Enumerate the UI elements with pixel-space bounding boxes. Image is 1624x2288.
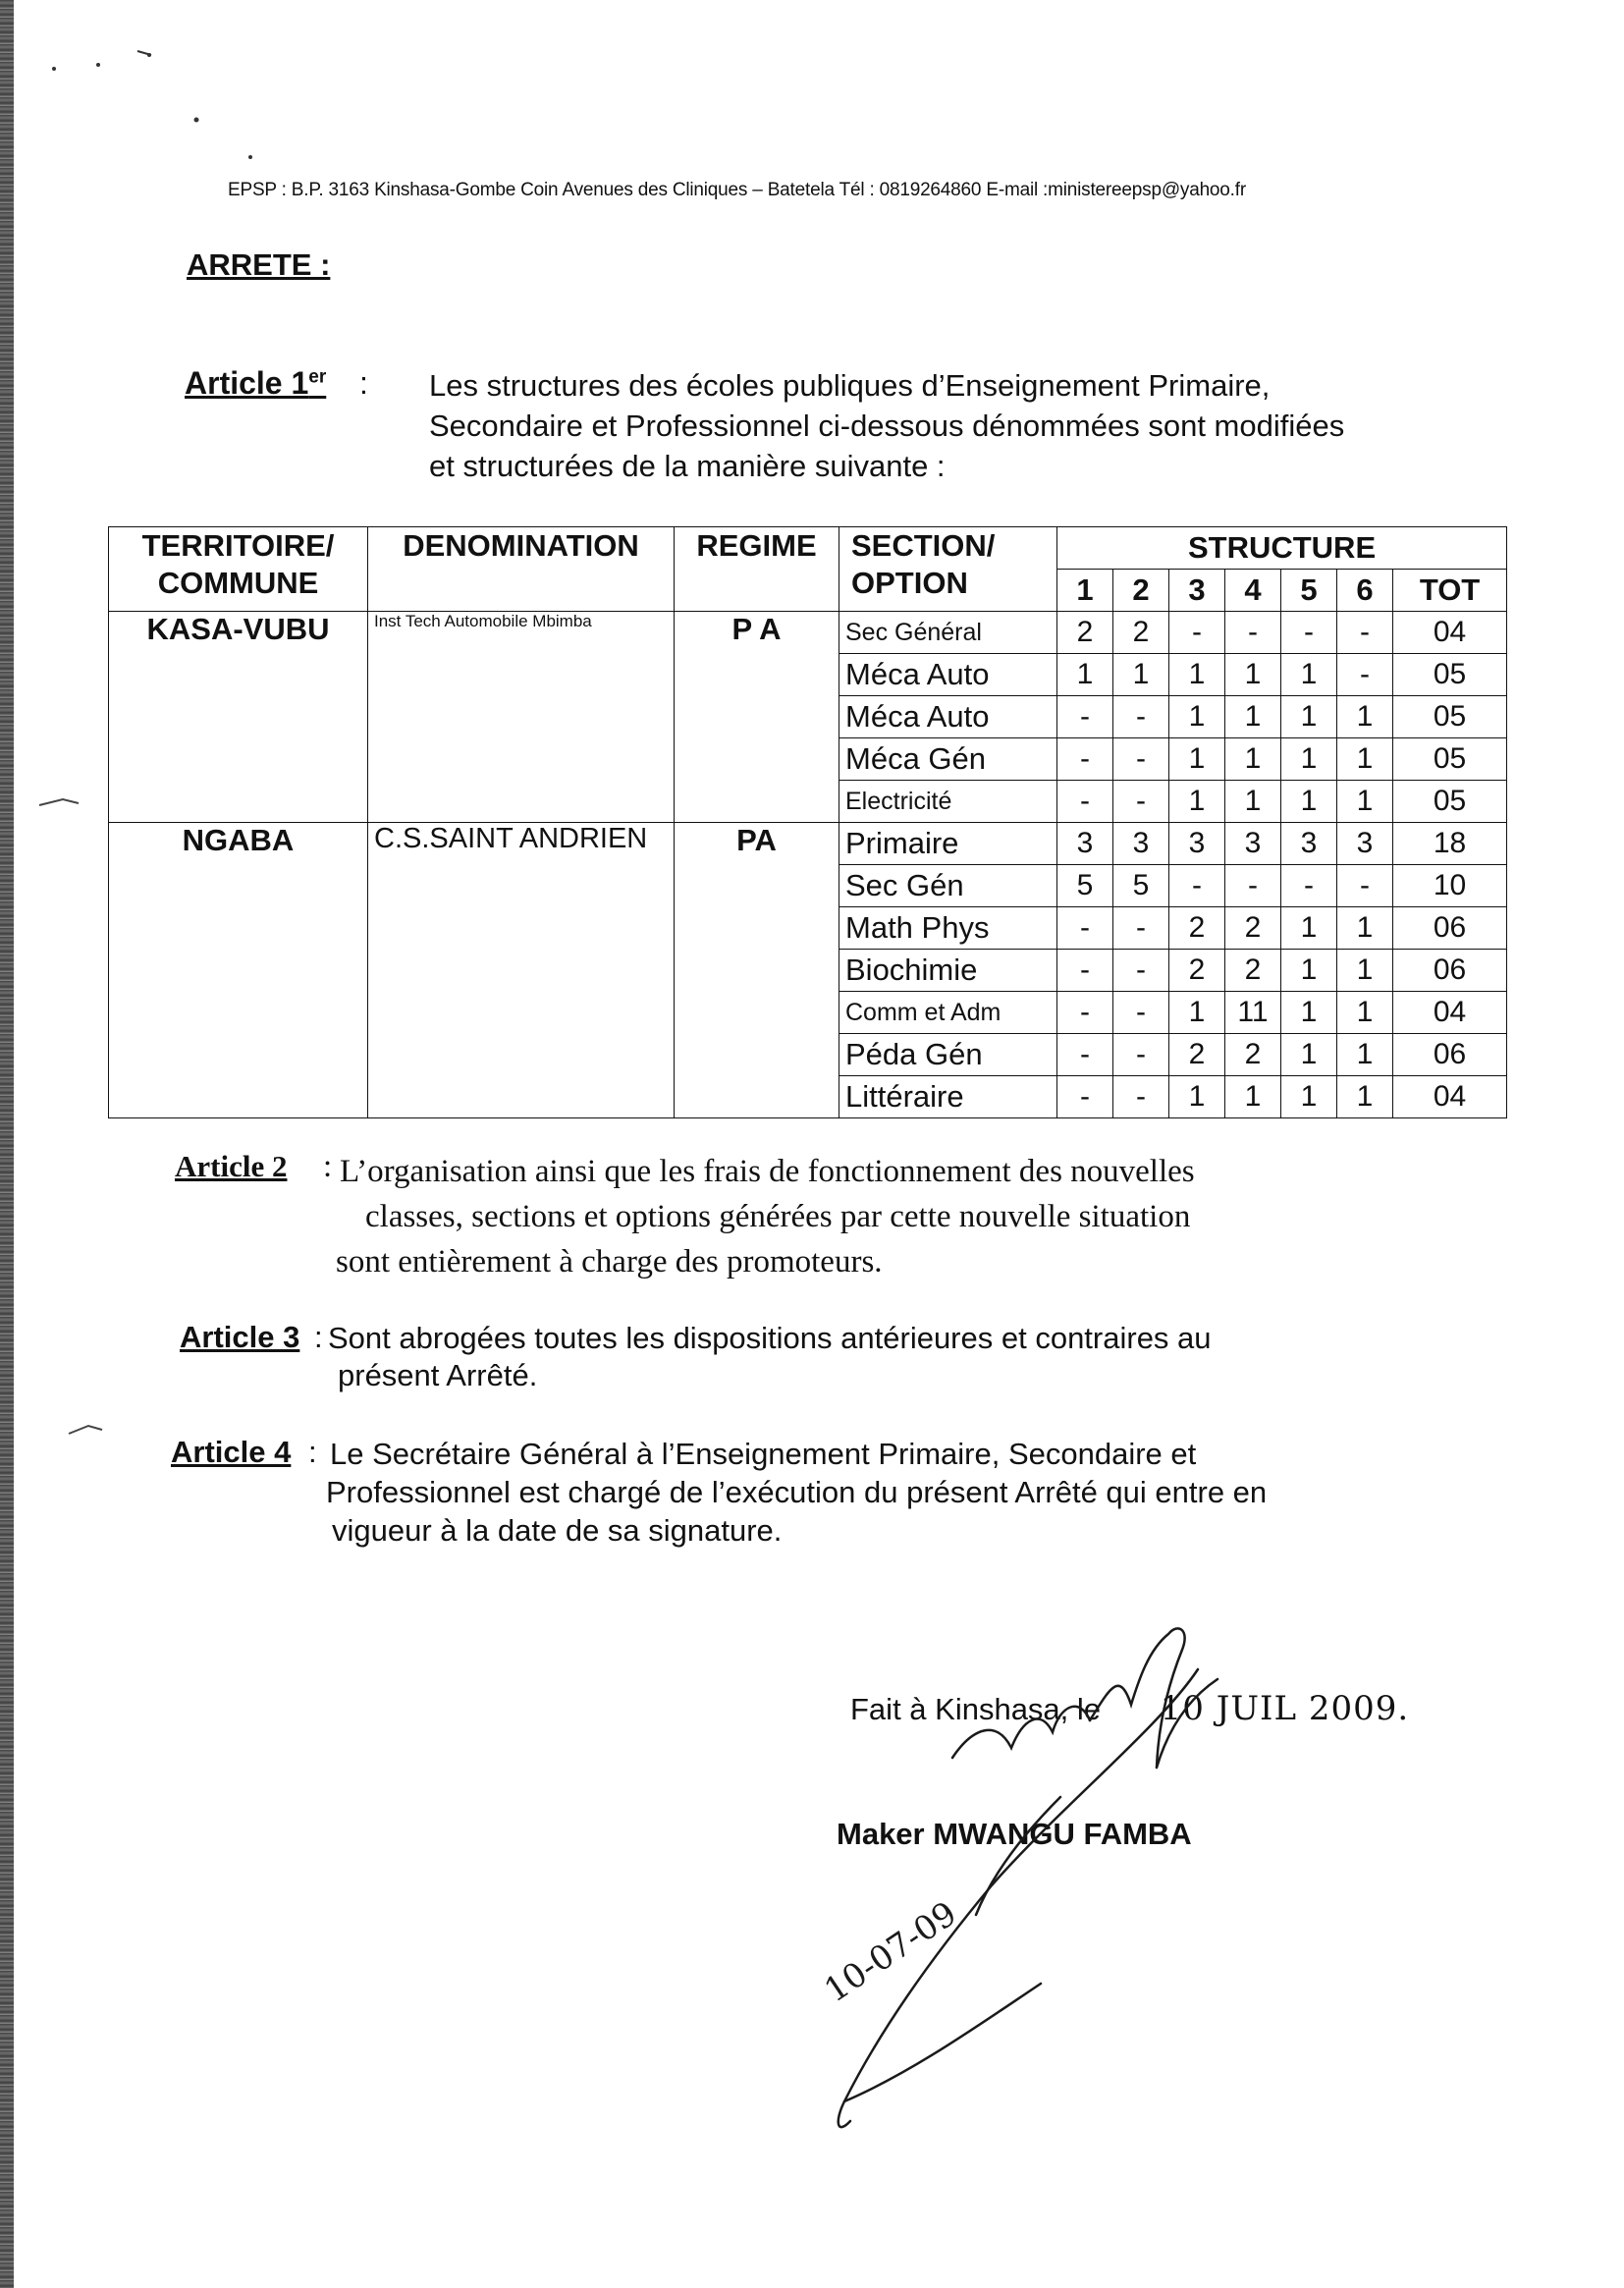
page-title: ARRETE : xyxy=(187,247,331,282)
cell-tot: 05 xyxy=(1393,738,1507,781)
cell-tot: 04 xyxy=(1393,612,1507,654)
cell-year-4: - xyxy=(1225,612,1281,654)
cell-section: Méca Auto xyxy=(839,654,1057,696)
cell-tot: 10 xyxy=(1393,865,1507,907)
cell-year-5: 1 xyxy=(1281,1076,1337,1118)
header-section-line: SECTION/ xyxy=(851,528,996,563)
cell-year-3: - xyxy=(1169,865,1225,907)
cell-year-4: 1 xyxy=(1225,696,1281,738)
cell-section: Comm et Adm xyxy=(839,992,1057,1034)
header-year: 6 xyxy=(1337,570,1393,612)
article1-line: Secondaire et Professionnel ci-dessous dénommées sont modifiées xyxy=(429,409,1345,443)
cell-year-6: 1 xyxy=(1337,696,1393,738)
article4-label: Article 4 xyxy=(171,1435,292,1469)
cell-year-3: 2 xyxy=(1169,907,1225,950)
article1-line: Les structures des écoles publiques d’Enseignement Primaire, xyxy=(429,368,1271,403)
signatory-name: Maker MWANGU FAMBA xyxy=(837,1817,1192,1851)
cell-year-2: - xyxy=(1113,992,1169,1034)
cell-year-4: 1 xyxy=(1225,1076,1281,1118)
header-year: 4 xyxy=(1225,570,1281,612)
place-date-text: Fait à Kinshasa, le xyxy=(850,1692,1102,1726)
cell-year-6: 1 xyxy=(1337,907,1393,950)
cell-year-5: 1 xyxy=(1281,781,1337,823)
cell-year-3: 1 xyxy=(1169,738,1225,781)
cell-year-3: 2 xyxy=(1169,950,1225,992)
cell-year-1: 2 xyxy=(1057,612,1113,654)
margin-marks xyxy=(0,786,137,1473)
cell-year-4: 1 xyxy=(1225,781,1281,823)
article1-label: Article 1er xyxy=(185,365,327,401)
cell-year-5: 1 xyxy=(1281,992,1337,1034)
cell-year-3: 1 xyxy=(1169,696,1225,738)
cell-year-2: - xyxy=(1113,1076,1169,1118)
cell-year-4: 2 xyxy=(1225,1034,1281,1076)
header-territoire-line: TERRITOIRE/ xyxy=(141,528,335,563)
header-section-line: OPTION xyxy=(851,566,968,600)
cell-section: Electricité xyxy=(839,781,1057,823)
structure-table xyxy=(108,526,1507,1118)
cell-year-4: 1 xyxy=(1225,738,1281,781)
cell-year-2: 5 xyxy=(1113,865,1169,907)
cell-year-1: - xyxy=(1057,1034,1113,1076)
article2-text xyxy=(336,1149,1195,1284)
table-row xyxy=(109,612,1507,654)
cell-year-5: 1 xyxy=(1281,907,1337,950)
cell-year-4: 1 xyxy=(1225,654,1281,696)
header-section xyxy=(839,527,1057,612)
article2-line: L’organisation ainsi que les frais de fonctionnement des nouvelles xyxy=(340,1154,1195,1189)
cell-year-6: 1 xyxy=(1337,1076,1393,1118)
cell-year-2: - xyxy=(1113,907,1169,950)
cell-year-5: 1 xyxy=(1281,1034,1337,1076)
cell-section: Primaire xyxy=(839,823,1057,865)
cell-year-6: - xyxy=(1337,865,1393,907)
cell-section: Littéraire xyxy=(839,1076,1057,1118)
header-territoire xyxy=(109,527,368,612)
cell-year-2: - xyxy=(1113,950,1169,992)
cell-year-6: - xyxy=(1337,654,1393,696)
article4-line: Professionnel est chargé de l’exécution du présent Arrêté qui entre en xyxy=(326,1475,1268,1509)
cell-year-1: - xyxy=(1057,738,1113,781)
cell-year-2: - xyxy=(1113,738,1169,781)
handwritten-date: 10-07-09 xyxy=(817,1893,964,2011)
cell-section: Péda Gén xyxy=(839,1034,1057,1076)
article4-colon: : xyxy=(308,1435,317,1469)
cell-year-1: - xyxy=(1057,696,1113,738)
cell-year-3: 1 xyxy=(1169,992,1225,1034)
cell-year-6: 1 xyxy=(1337,781,1393,823)
cell-year-5: - xyxy=(1281,865,1337,907)
cell-year-4: - xyxy=(1225,865,1281,907)
cell-year-4: 2 xyxy=(1225,907,1281,950)
article3-label: Article 3 xyxy=(180,1320,300,1354)
article1-text xyxy=(429,365,1440,486)
cell-year-5: 1 xyxy=(1281,654,1337,696)
cell-section: Méca Auto xyxy=(839,696,1057,738)
cell-year-5: - xyxy=(1281,612,1337,654)
cell-regime: PA xyxy=(675,823,839,1118)
cell-year-2: - xyxy=(1113,781,1169,823)
cell-year-6: 1 xyxy=(1337,738,1393,781)
cell-year-3: 3 xyxy=(1169,823,1225,865)
cell-year-1: 5 xyxy=(1057,865,1113,907)
cell-section: Biochimie xyxy=(839,950,1057,992)
cell-year-6: 1 xyxy=(1337,1034,1393,1076)
cell-year-2: 3 xyxy=(1113,823,1169,865)
cell-year-5: 1 xyxy=(1281,696,1337,738)
table-row xyxy=(109,823,1507,865)
structure-table-body xyxy=(109,612,1507,1118)
cell-year-6: 1 xyxy=(1337,992,1393,1034)
cell-section: Sec Général xyxy=(839,612,1057,654)
cell-year-1: - xyxy=(1057,950,1113,992)
cell-year-6: 1 xyxy=(1337,950,1393,992)
cell-commune: NGABA xyxy=(109,823,368,1118)
header-year: 2 xyxy=(1113,570,1169,612)
cell-year-4: 11 xyxy=(1225,992,1281,1034)
cell-year-2: 1 xyxy=(1113,654,1169,696)
cell-year-4: 3 xyxy=(1225,823,1281,865)
cell-denomination: Inst Tech Automobile Mbimba xyxy=(368,612,675,823)
cell-year-6: - xyxy=(1337,612,1393,654)
cell-year-3: 2 xyxy=(1169,1034,1225,1076)
handwritten-signature xyxy=(766,1610,1453,2160)
cell-year-2: - xyxy=(1113,696,1169,738)
scan-specks xyxy=(0,0,295,196)
article2-label: Article 2 xyxy=(175,1149,288,1183)
cell-section: Sec Gén xyxy=(839,865,1057,907)
header-denomination: DENOMINATION xyxy=(368,527,675,612)
cell-year-3: - xyxy=(1169,612,1225,654)
cell-tot: 04 xyxy=(1393,992,1507,1034)
article3-text xyxy=(328,1320,1212,1394)
article3-line: Sont abrogées toutes les dispositions antérieures et contraires au xyxy=(328,1321,1212,1355)
cell-year-6: 3 xyxy=(1337,823,1393,865)
cell-tot: 06 xyxy=(1393,950,1507,992)
contact-header: EPSP : B.P. 3163 Kinshasa-Gombe Coin Avenues des Cliniques – Batetela Tél : 0819264860 E-mail :ministereepsp@yahoo.fr xyxy=(228,180,1246,200)
header-year: 5 xyxy=(1281,570,1337,612)
header-year: 3 xyxy=(1169,570,1225,612)
cell-year-4: 2 xyxy=(1225,950,1281,992)
cell-section: Méca Gén xyxy=(839,738,1057,781)
cell-year-3: 1 xyxy=(1169,654,1225,696)
article2-colon: : xyxy=(323,1149,333,1184)
article1-line: et structurées de la manière suivante : xyxy=(429,449,946,483)
cell-tot: 18 xyxy=(1393,823,1507,865)
article2-line: classes, sections et options générées par cette nouvelle situation xyxy=(365,1199,1191,1234)
cell-tot: 05 xyxy=(1393,654,1507,696)
cell-year-5: 3 xyxy=(1281,823,1337,865)
cell-year-2: 2 xyxy=(1113,612,1169,654)
cell-year-1: - xyxy=(1057,992,1113,1034)
cell-section: Math Phys xyxy=(839,907,1057,950)
cell-year-1: - xyxy=(1057,1076,1113,1118)
header-tot: TOT xyxy=(1393,570,1507,612)
cell-year-1: - xyxy=(1057,907,1113,950)
date-stamp: 10 JUIL 2009. xyxy=(1160,1689,1410,1728)
cell-year-5: 1 xyxy=(1281,738,1337,781)
cell-tot: 06 xyxy=(1393,907,1507,950)
header-regime: REGIME xyxy=(675,527,839,612)
cell-year-1: 3 xyxy=(1057,823,1113,865)
cell-year-1: - xyxy=(1057,781,1113,823)
cell-commune: KASA-VUBU xyxy=(109,612,368,823)
article2-line: sont entièrement à charge des promoteurs. xyxy=(336,1244,883,1280)
cell-regime: P A xyxy=(675,612,839,823)
header-territoire-line: COMMUNE xyxy=(157,566,319,600)
cell-year-1: 1 xyxy=(1057,654,1113,696)
cell-year-2: - xyxy=(1113,1034,1169,1076)
cell-year-5: 1 xyxy=(1281,950,1337,992)
cell-year-3: 1 xyxy=(1169,781,1225,823)
cell-year-3: 1 xyxy=(1169,1076,1225,1118)
cell-tot: 04 xyxy=(1393,1076,1507,1118)
article1-colon: : xyxy=(359,365,368,401)
article4-line: Le Secrétaire Général à l’Enseignement Primaire, Secondaire et xyxy=(330,1437,1197,1471)
article4-text xyxy=(316,1435,1267,1550)
cell-tot: 06 xyxy=(1393,1034,1507,1076)
article4-line: vigueur à la date de sa signature. xyxy=(332,1513,783,1548)
header-structure: STRUCTURE xyxy=(1057,527,1507,570)
article3-line: présent Arrêté. xyxy=(338,1358,538,1392)
cell-tot: 05 xyxy=(1393,696,1507,738)
cell-denomination: C.S.SAINT ANDRIEN xyxy=(368,823,675,1118)
header-year: 1 xyxy=(1057,570,1113,612)
cell-tot: 05 xyxy=(1393,781,1507,823)
article3-colon: : xyxy=(314,1320,323,1354)
